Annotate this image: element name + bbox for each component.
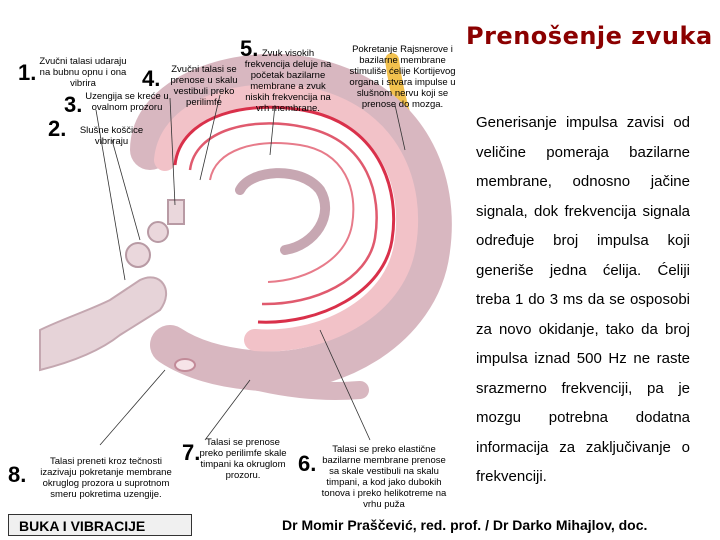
pointer-line xyxy=(100,370,165,445)
step-6-number: 6. xyxy=(298,451,317,476)
step-7-number: 7. xyxy=(182,440,201,465)
ossicle-malleus-shape xyxy=(126,243,150,267)
step-3-caption: Uzengija se kreće u ovalnom prozoru xyxy=(85,91,169,113)
step-4-number: 4. xyxy=(142,66,161,91)
step-7-caption: Talasi se prenose preko perilimfe skale timpani ka okruglom prozoru. xyxy=(199,437,287,481)
round-window-shape xyxy=(175,359,195,371)
top-right-caption: Pokretanje Rajsnerove i bazilarne membrane stimuliše ćelije Kortijevog organa i stvara impulse u slušnom nervu koji se prenose do mozga. xyxy=(349,44,456,110)
cochlea-inner-curl xyxy=(240,173,325,250)
page-title: Prenošenje zvuka xyxy=(466,22,713,50)
helicotrema-shape xyxy=(210,143,353,282)
ear-canal-shape xyxy=(40,277,166,370)
step-2-caption: Slušne koščice vibriraju xyxy=(79,125,144,147)
step-5-number: 5. xyxy=(240,36,259,61)
step-4-caption: Zvučni talasi se prenose u skalu vestibuli preko perilimfe xyxy=(170,64,238,108)
step-2-number: 2. xyxy=(48,116,67,141)
pointer-line xyxy=(205,380,250,440)
step-6-caption: Talasi se preko elastične bazilarne membrane prenose sa skale vestibuli na skalu timpani, a kod jako dubokih tonova i preko helikotreme na vrhu puža xyxy=(321,444,447,510)
step-8-caption: Talasi preneti kroz tečnosti izazivaju pokretanje membrane okruglog prozora u suprotnom smeru pokretima uzengije. xyxy=(40,456,172,500)
ossicle-incus-shape xyxy=(148,222,168,242)
step-8-number: 8. xyxy=(8,462,27,487)
step-5-caption: Zvuk visokih frekvencija deluje na početak bazilarne membrane a zvuk niskih frekvencija na vrh membrane. xyxy=(244,48,332,114)
footer-authors: Dr Momir Praščević, red. prof. / Dr Darko Mihajlov, doc. xyxy=(282,517,648,533)
stapes-shape xyxy=(168,200,184,224)
explanation-paragraph: Generisanje impulsa zavisi od veličine pomeraja bazilarne membrane, odnosno jačine signala, dok frekvencija signala određuje broj impulsa koji generiše jedna ćelija. Ćeliji treba 1 do 3 ms da se osposobi za novo okidanje, tako da broj impulsa iznad 500 Hz ne raste srazmerno frekvenciji, pa je mozgu potrebna dodatna informacija za zaključivanje o frekvenciji. xyxy=(476,114,690,485)
step-3-number: 3. xyxy=(64,92,83,117)
reissner-membrane-shape xyxy=(190,123,377,304)
step-1-number: 1. xyxy=(18,60,37,85)
step-1-caption: Zvučni talasi udaraju na bubnu opnu i ona vibrira xyxy=(39,56,127,89)
footer-course-label: BUKA I VIBRACIJE xyxy=(8,514,192,536)
